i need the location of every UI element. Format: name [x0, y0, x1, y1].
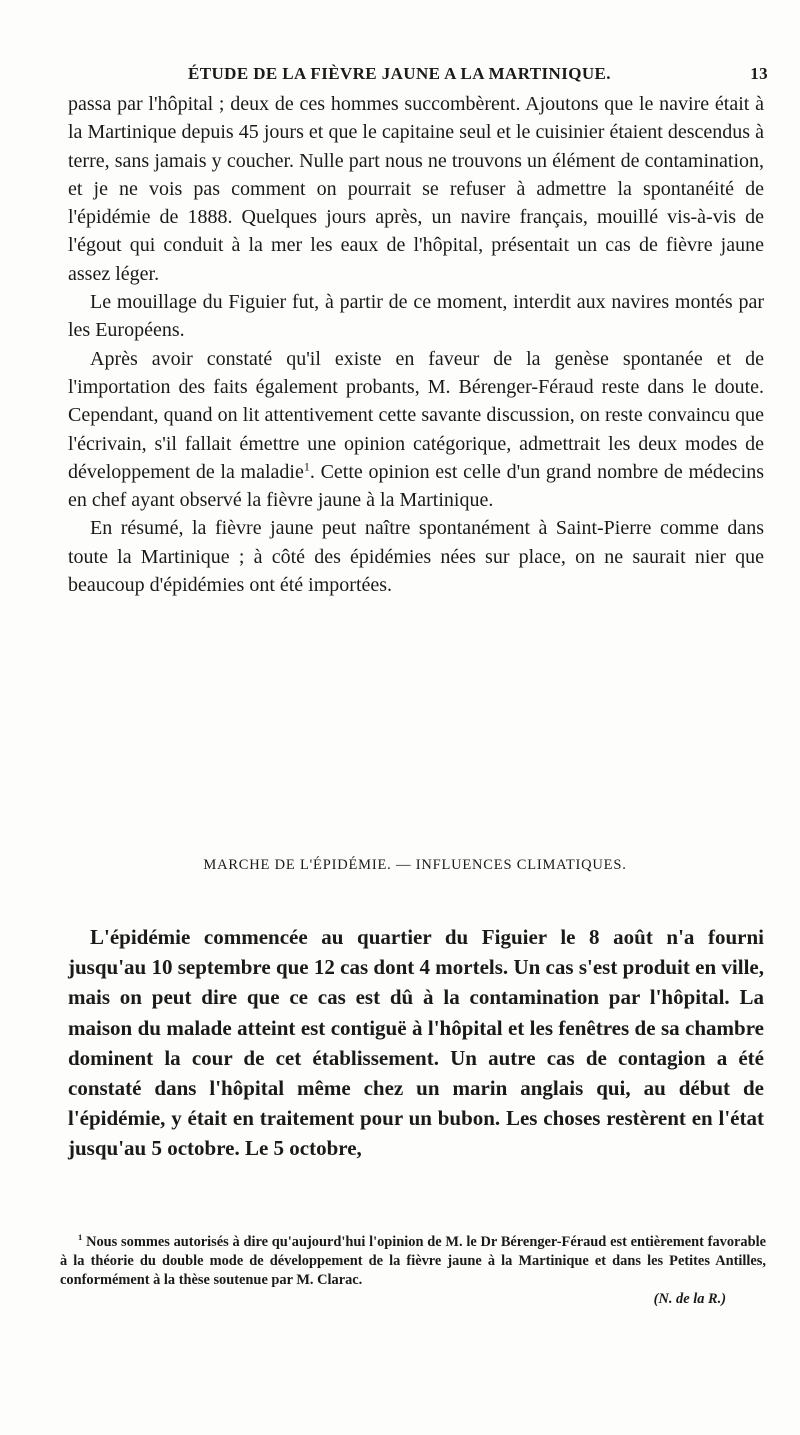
page-number: 13 [750, 64, 768, 83]
footnote-reference: 1 [303, 459, 310, 474]
paragraph-3-continuation: Cette opinion est celle d'un grand nombre de médecins en chef ayant observé la fièvre jaune à la Martinique. [68, 460, 765, 512]
paragraph-3-text: Après avoir constaté qu'il existe en faveur de la genèse spontanée et de l'importation des faits également probants, M. Bérenger-Féraud reste dans le doute. Cependant, quand on lit attentivement cette savante discussion, on reste convaincu que l'écrivain, s'il fallait émettre une opinion catégorique, admettrait les deux modes de développement de la maladie [68, 347, 764, 483]
body-text-section [68, 922, 764, 1164]
footnote-marker: 1 [78, 1232, 83, 1243]
footnote-text: Nous sommes autorisés à dire qu'aujourd'hui l'opinion de M. le Dr Bérenger-Féraud est entièrement favorable à la théorie du double mode de développement de la fièvre jaune à la Martinique et dans les Petites Antilles, conformément à la thèse soutenue par M. Clarac. [60, 1234, 766, 1288]
paragraph-3: Après avoir constaté qu'il existe en faveur de la genèse spontanée et de l'importation des faits également probants, M. Bérenger-Féraud reste dans le doute. Cependant, quand on lit attentivement cette savante discussion, on reste convaincu que l'écrivain, s'il fallait émettre une opinion catégorique, admettrait les deux modes de développement de la maladie$^1$. Cette opinion est celle d'un grand nombre de médecins en chef ayant observé la fièvre jaune à la Martinique. [68, 347, 765, 512]
footnote [60, 1233, 766, 1309]
paragraph-5: L'épidémie commencée au quartier du Figuier le 8 août n'a fourni jusqu'au 10 septembre que 12 cas dont 4 mortels. Un cas s'est produit en ville, mais on peut dire que ce cas est dû à la contamination par l'hôpital. La maison du malade atteint est contiguë à l'hôpital et les fenêtres de sa chambre dominent la cour de cet établissement. Un autre cas de contagion a été constaté dans l'hôpital même chez un marin anglais qui, au début de l'épidémie, y était en traitement pour un bubon. Les choses restèrent en l'état jusqu'au 5 octobre. Le 5 octobre, [68, 925, 764, 1161]
paragraph-4: En résumé, la fièvre jaune peut naître spontanément à Saint-Pierre comme dans toute la Martinique ; à côté des épidémies nées sur place, on ne saurait nier que beaucoup d'épidémies ont été importées. [68, 517, 764, 597]
body-text-top [68, 90, 764, 599]
running-title: ÉTUDE DE LA FIÈVRE JAUNE A LA MARTINIQUE. [188, 64, 611, 83]
paragraph-1: passa par l'hôpital ; deux de ces hommes succombèrent. Ajoutons que le navire était à la Martinique depuis 45 jours et que le capitaine seul et le cuisinier étaient descendus à terre, sans jamais y coucher. Nulle part nous ne trouvons un élément de contamination, et je ne vois pas comment on pourrait se refuser à admettre la spontanéité de l'épidémie de 1888. Quelques jours après, un navire français, mouillé vis-à-vis de l'égout qui conduit à la mer les eaux de l'hôpital, présentait un cas de fièvre jaune assez léger. [68, 93, 764, 285]
paragraph-2: Le mouillage du Figuier fut, à partir de ce moment, interdit aux navires montés par les Européens. [68, 291, 764, 342]
footnote-paragraph [60, 1233, 766, 1290]
section-heading: MARCHE DE L'ÉPIDÉMIE. — INFLUENCES CLIMATIQUES. [203, 857, 627, 873]
footnote-signature: (N. de la R.) [653, 1291, 726, 1307]
